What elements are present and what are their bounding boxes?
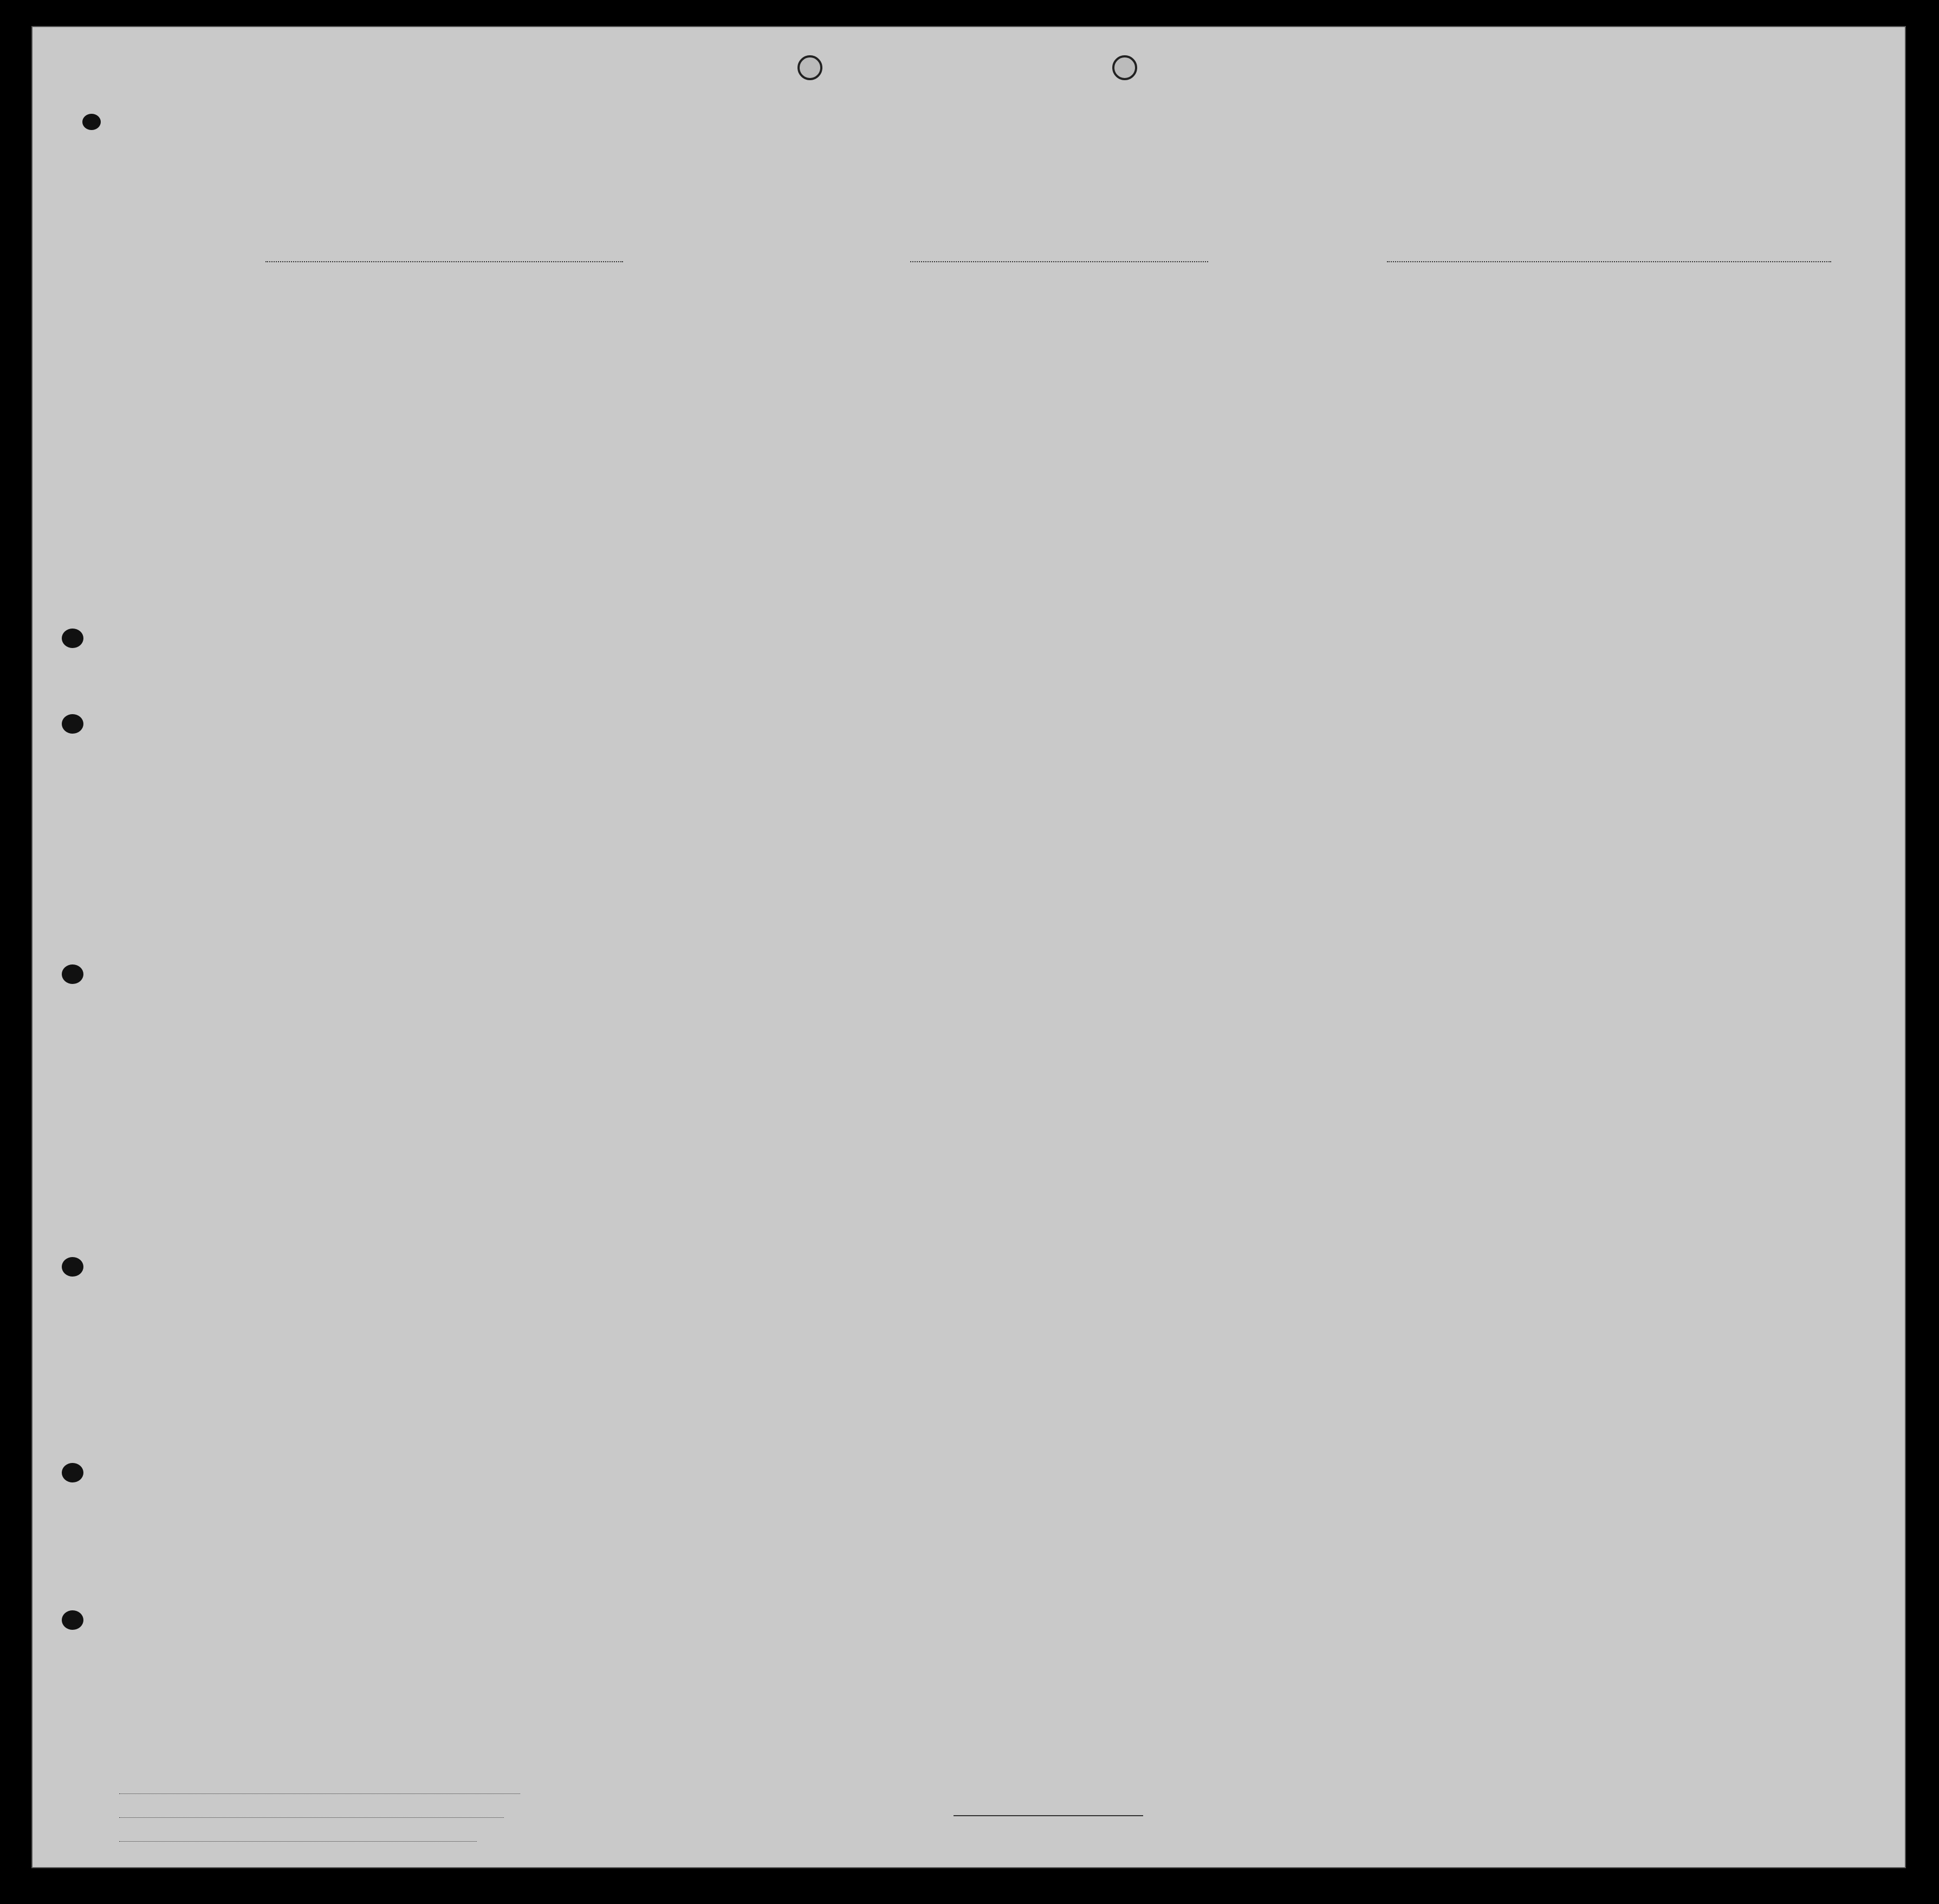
agents-field: [114, 1833, 601, 1857]
binder-hole: [62, 1610, 83, 1630]
binder-hole: [62, 629, 83, 648]
footer-fields: [114, 1785, 601, 1857]
agents-underline: [119, 1841, 477, 1842]
owners-field: [114, 1809, 601, 1833]
manifest-sheet: [31, 26, 1906, 1868]
owners-underline: [119, 1817, 504, 1818]
manifest-table: [33, 286, 1907, 1749]
vessel-underline: [265, 261, 623, 262]
punch-hole-top-right: [1112, 55, 1137, 80]
binder-hole: [62, 1463, 83, 1482]
date-underline: [910, 261, 1208, 262]
binder-hole: [62, 1257, 83, 1277]
sheet-number-block: [1690, 88, 1701, 145]
signature-line: [954, 1815, 1143, 1816]
line-field: [114, 1785, 601, 1809]
punch-hole-top-left: [797, 55, 822, 80]
binder-hole: [82, 114, 101, 130]
binder-hole: [62, 714, 83, 734]
binder-hole: [62, 964, 83, 984]
from-port-underline: [1387, 261, 1831, 262]
line-underline: [119, 1793, 520, 1794]
vessel-line: [217, 218, 1842, 267]
